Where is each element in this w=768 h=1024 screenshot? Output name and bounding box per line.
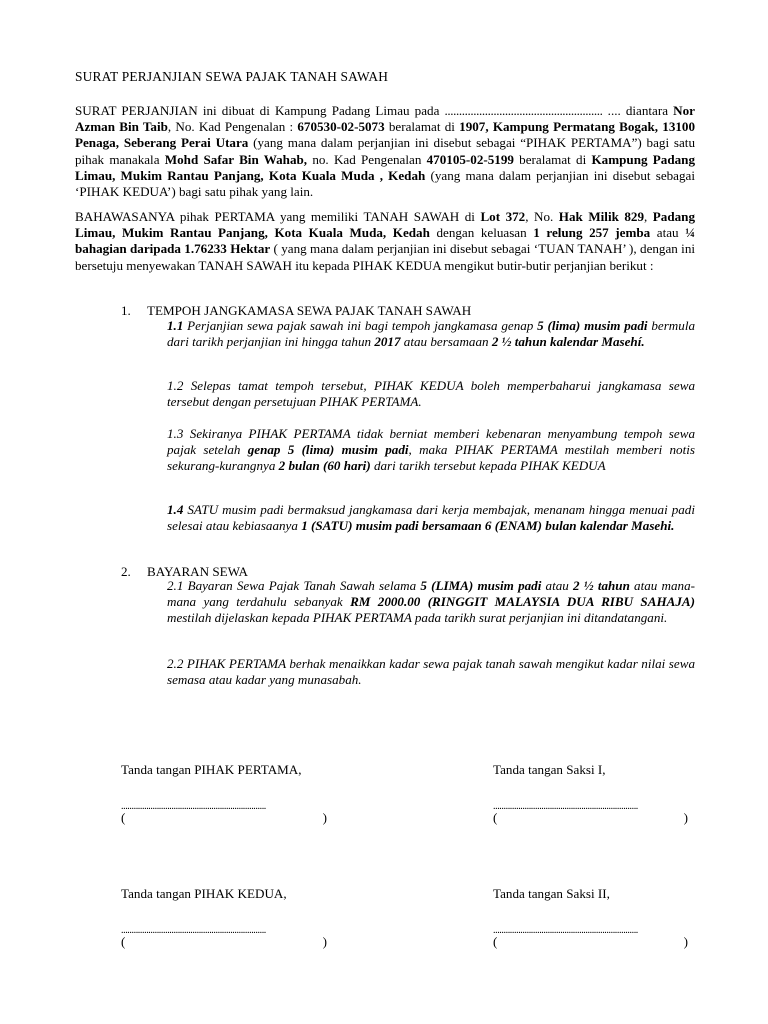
whereas-paragraph: [75, 209, 695, 274]
party2-address: Kampung Padang Limau, Mukim Rantau Panjang, Kota Kuala Muda , Kedah: [75, 151, 695, 183]
close-paren: ): [683, 810, 688, 825]
date-blank: .......................................................: [444, 103, 603, 118]
clause-text: Bayaran Sewa Pajak Tanah Sawah selama: [183, 578, 421, 593]
clause-bold: 2 ½ tahun: [573, 578, 630, 593]
clause-text: Sekiranya PIHAK PERTAMA tidak berniat memberi kebenaran menyambung tempoh sewa pajak setelah: [167, 426, 695, 457]
clause-bold: 2017: [374, 333, 401, 349]
signature-line: .....................................................................: [493, 801, 638, 812]
clause-text: , maka PIHAK PERTAMA mestilah memberi notis sekurang-kurangnya: [167, 441, 695, 473]
clause-text: SATU musim padi bermaksud jangkamasa dari kerja membajak, menanam hingga menuai padi selesai atau kebiasaanya: [167, 502, 695, 533]
signature-block-witness2: [493, 886, 688, 950]
clause-bold: 5 (LIMA) musim padi: [420, 578, 542, 593]
clause-bold: 2 bulan (60 hari): [278, 457, 371, 473]
section-number: 1.: [121, 303, 131, 318]
clause-1-1: [167, 318, 695, 350]
preamble-text: .... diantara: [602, 103, 674, 118]
land-share: ¼ bahagian daripada 1.76233 Hektar: [75, 225, 696, 257]
clause-number: 2.2: [167, 656, 184, 671]
clause-1-4: [167, 502, 695, 534]
name-brackets: [121, 934, 327, 950]
preamble-text: (yang mana dalam perjanjian ini disebut sebagai “PIHAK PERTAMA”) bagi satu pihak manakala: [75, 135, 695, 167]
name-brackets: [121, 810, 327, 826]
whereas-text: ,: [644, 209, 653, 224]
party1-ic: 670530-02-5073: [297, 119, 385, 135]
clause-1-2: [167, 378, 695, 410]
signature-line: .....................................................................: [121, 801, 266, 812]
name-brackets: [493, 934, 688, 950]
preamble-text: (yang mana dalam perjanjian ini disebut sebagai ‘PIHAK KEDUA’) bagi satu pihak yang lain.: [75, 167, 695, 200]
close-paren: ): [322, 934, 327, 949]
clause-number: 2.1: [167, 578, 184, 593]
clause-2-2: [167, 656, 695, 688]
signature-label: Tanda tangan Saksi II,: [493, 886, 610, 901]
section-number: 2.: [121, 564, 131, 579]
party1-address: 1907, Kampung Permatang Bogak, 13100 Penaga, Seberang Perai Utara: [75, 119, 696, 151]
clause-text: dari tarikh tersebut kepada PIHAK KEDUA: [370, 457, 606, 473]
section-heading-tempoh: [121, 303, 471, 319]
section-title: TEMPOH JANGKAMASA SEWA PAJAK TANAH SAWAH: [147, 303, 472, 318]
preamble-text: beralamat di: [513, 151, 592, 167]
clause-text: Selepas tamat tempoh tersebut, PIHAK KEDUA boleh memperbaharui jangkamasa sewa tersebut dengan persetujuan PIHAK PERTAMA.: [167, 378, 695, 409]
land-area: 1 relung 257 jemba: [533, 225, 651, 241]
preamble-text: no. Kad Pengenalan: [307, 151, 427, 167]
clause-1-3: [167, 426, 695, 473]
whereas-text: BAHAWASANYA pihak PERTAMA yang memiliki TANAH SAWAH di: [75, 209, 481, 224]
clause-text: atau: [541, 578, 574, 593]
party1-name: Nor Azman Bin Taib: [75, 103, 695, 135]
clause-bold: RM 2000.00 (RINGGIT MALAYSIA DUA RIBU SAHAJA): [350, 593, 695, 609]
open-paren: (: [121, 810, 126, 825]
clause-bold: genap 5 (lima) musim padi: [247, 441, 409, 457]
clause-bold: 2 ½ tahun kalendar Masehí.: [491, 333, 645, 349]
party2-ic: 470105-02-5199: [426, 151, 514, 167]
clause-bold: 1 (SATU) musim padi bersamaan 6 (ENAM) bulan kalendar Masehi.: [301, 517, 675, 533]
clause-number: 1.3: [167, 426, 184, 441]
close-paren: ): [683, 934, 688, 949]
signature-line: .....................................................................: [493, 925, 638, 936]
title-number: Hak Milik 829: [558, 209, 645, 224]
signature-label: Tanda tangan PIHAK KEDUA,: [121, 886, 287, 901]
preamble-text: , No. Kad Pengenalan :: [167, 119, 298, 135]
signature-block-witness1: [493, 762, 688, 826]
clause-2-1: [167, 578, 695, 625]
clause-number: 1.1: [167, 318, 184, 333]
clause-text: bermula dari tarikh perjanjian ini hingga tahun: [167, 318, 695, 349]
clause-text: atau bersamaan: [400, 333, 492, 349]
whereas-text: atau: [650, 225, 686, 241]
clause-text: Perjanjian sewa pajak sawah ini bagi tempoh jangkamasa genap: [183, 318, 538, 333]
lot-number: Lot 372: [480, 209, 526, 224]
clause-bold: 5 (lima) musim padi: [537, 318, 648, 333]
open-paren: (: [493, 810, 498, 825]
party2-name: Mohd Safar Bin Wahab,: [164, 151, 308, 167]
preamble-paragraph: [75, 103, 695, 200]
document-title: SURAT PERJANJIAN SEWA PAJAK TANAH SAWAH: [75, 69, 389, 84]
section-title: BAYARAN SEWA: [147, 564, 249, 579]
name-brackets: [493, 810, 688, 826]
signature-line: .....................................................................: [121, 925, 266, 936]
signature-label: Tanda tangan PIHAK PERTAMA,: [121, 762, 302, 777]
whereas-text: ( yang mana dalam perjanjian ini disebut sebagai ‘TUAN TANAH’ ), dengan ini bersetuju menyewakan TANAH SAWAH itu kepada PIHAK KEDUA mengikut butir-butir perjanjian berikut :: [75, 241, 696, 273]
signature-block-party1: [121, 762, 327, 826]
clause-number: 1.2: [167, 378, 184, 393]
close-paren: ): [322, 810, 327, 825]
signature-block-party2: [121, 886, 327, 950]
open-paren: (: [493, 934, 498, 949]
preamble-text: beralamat di: [384, 119, 460, 135]
signature-label: Tanda tangan Saksi I,: [493, 762, 606, 777]
whereas-text: , No.: [525, 209, 559, 224]
whereas-text: dengan keluasan: [429, 225, 534, 241]
open-paren: (: [121, 934, 126, 949]
clause-text: atau mana-mana yang terdahulu sebanyak: [167, 578, 695, 609]
land-location: Padang Limau, Mukim Rantau Panjang, Kota Kuala Muda, Kedah: [75, 209, 695, 241]
clause-text: PIHAK PERTAMA berhak menaikkan kadar sewa pajak tanah sawah mengikut kadar nilai sewa semasa atau kadar yang munasabah.: [167, 656, 695, 687]
preamble-text: SURAT PERJANJIAN ini dibuat di Kampung Padang Limau pada: [75, 103, 445, 118]
clause-number: 1.4: [167, 502, 184, 517]
clause-text: mestilah dijelaskan kepada PIHAK PERTAMA pada tarikh surat perjanjian ini ditandatangani.: [167, 609, 668, 625]
